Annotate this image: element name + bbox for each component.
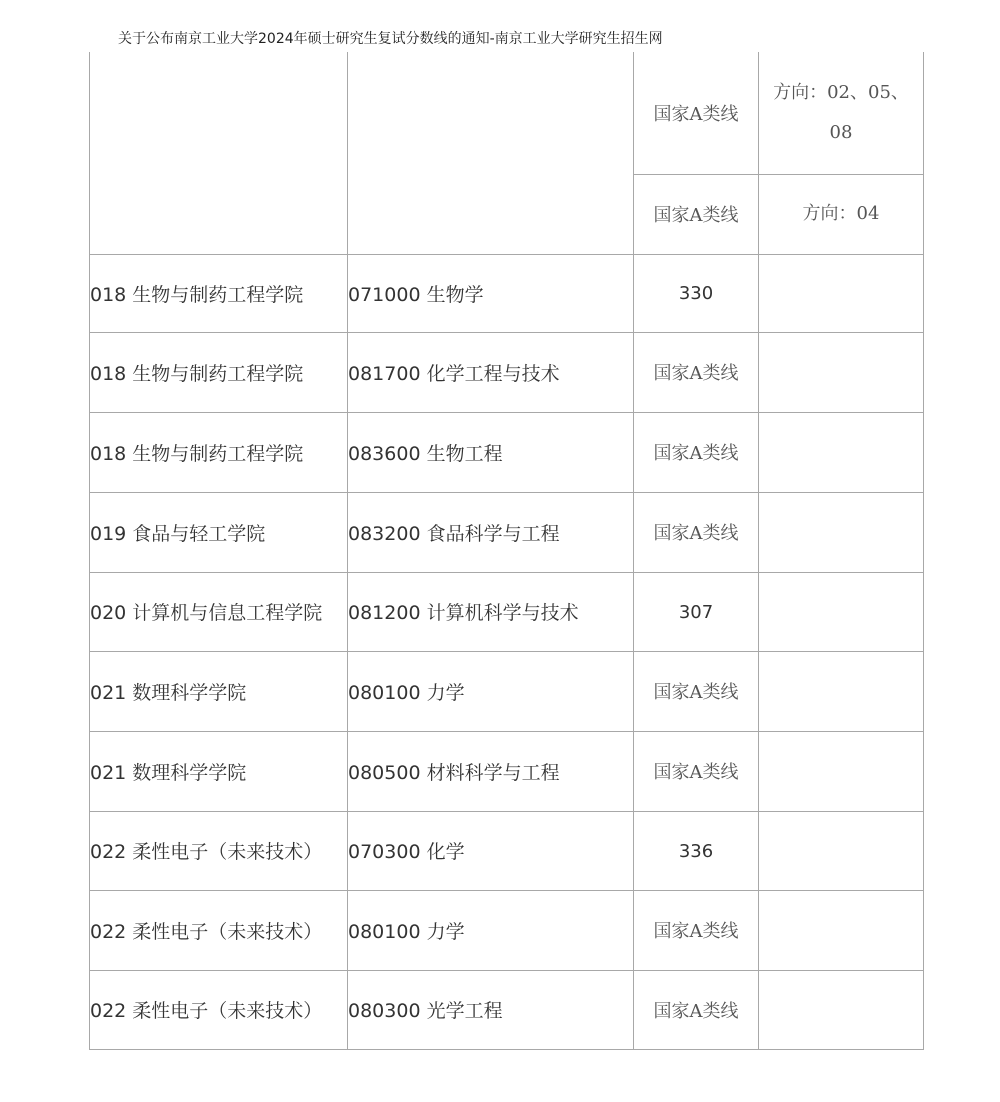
score-cell	[634, 651, 759, 731]
score-value: 330	[678, 283, 714, 304]
table-row	[90, 492, 924, 572]
score-cell	[634, 254, 759, 332]
note-cell: 方向：04	[759, 174, 924, 254]
college-cell: 021 数理科学学院	[90, 731, 348, 811]
score-value: 国家A类线	[653, 363, 739, 384]
score-cell	[634, 412, 759, 492]
major-cell: 083600 生物工程	[348, 412, 634, 492]
college-cell: 021 数理科学学院	[90, 651, 348, 731]
score-cell	[634, 492, 759, 572]
note-cell	[759, 731, 924, 811]
table-row	[90, 572, 924, 651]
note-cell	[759, 970, 924, 1049]
page-title: 关于公布南京工业大学2024年硕士研究生复试分数线的通知-南京工业大学研究生招生网	[118, 31, 663, 47]
score-cell	[634, 572, 759, 651]
score-cell	[634, 970, 759, 1049]
score-cell	[634, 731, 759, 811]
score-value: 国家A类线	[653, 762, 739, 783]
note-cell	[759, 254, 924, 332]
note-cell	[759, 651, 924, 731]
score-value: 国家A类线	[653, 682, 739, 703]
note-cell	[759, 492, 924, 572]
major-cell: 080500 材料科学与工程	[348, 731, 634, 811]
table-row	[90, 970, 924, 1049]
note-cell	[759, 572, 924, 651]
note-cell: 方向：02、05、08	[759, 52, 924, 174]
college-cell: 022 柔性电子（未来技术）	[90, 890, 348, 970]
major-cell: 070300 化学	[348, 811, 634, 890]
score-value: 336	[678, 840, 714, 862]
college-cell: 022 柔性电子（未来技术）	[90, 970, 348, 1049]
note-cell	[759, 332, 924, 412]
major-cell	[348, 52, 634, 254]
college-cell	[90, 52, 348, 254]
table-row	[90, 651, 924, 731]
score-value: 国家A类线	[653, 443, 739, 464]
score-value: 307	[678, 601, 714, 623]
table-row	[90, 811, 924, 890]
table-row	[90, 731, 924, 811]
table-row	[90, 52, 924, 174]
score-value: 国家A类线	[653, 523, 739, 544]
major-cell: 081200 计算机科学与技术	[348, 572, 634, 651]
college-cell: 018 生物与制药工程学院	[90, 254, 348, 332]
major-cell: 083200 食品科学与工程	[348, 492, 634, 572]
score-cell	[634, 811, 759, 890]
note-cell	[759, 811, 924, 890]
score-cell: 国家A类线	[634, 174, 759, 254]
table-row	[90, 412, 924, 492]
note-cell	[759, 890, 924, 970]
major-cell: 071000 生物学	[348, 254, 634, 332]
note-cell	[759, 412, 924, 492]
table-row	[90, 332, 924, 412]
major-cell: 080100 力学	[348, 890, 634, 970]
table-row	[90, 890, 924, 970]
score-value: 国家A类线	[653, 921, 739, 942]
table-row	[90, 254, 924, 332]
major-cell: 080100 力学	[348, 651, 634, 731]
college-cell: 018 生物与制药工程学院	[90, 332, 348, 412]
major-cell: 080300 光学工程	[348, 970, 634, 1049]
retest-score-table	[89, 52, 924, 1050]
score-cell	[634, 332, 759, 412]
college-cell: 018 生物与制药工程学院	[90, 412, 348, 492]
score-cell: 国家A类线	[634, 52, 759, 174]
college-cell: 022 柔性电子（未来技术）	[90, 811, 348, 890]
major-cell: 081700 化学工程与技术	[348, 332, 634, 412]
score-cell	[634, 890, 759, 970]
score-value: 国家A类线	[653, 1000, 739, 1022]
college-cell: 020 计算机与信息工程学院	[90, 572, 348, 651]
college-cell: 019 食品与轻工学院	[90, 492, 348, 572]
